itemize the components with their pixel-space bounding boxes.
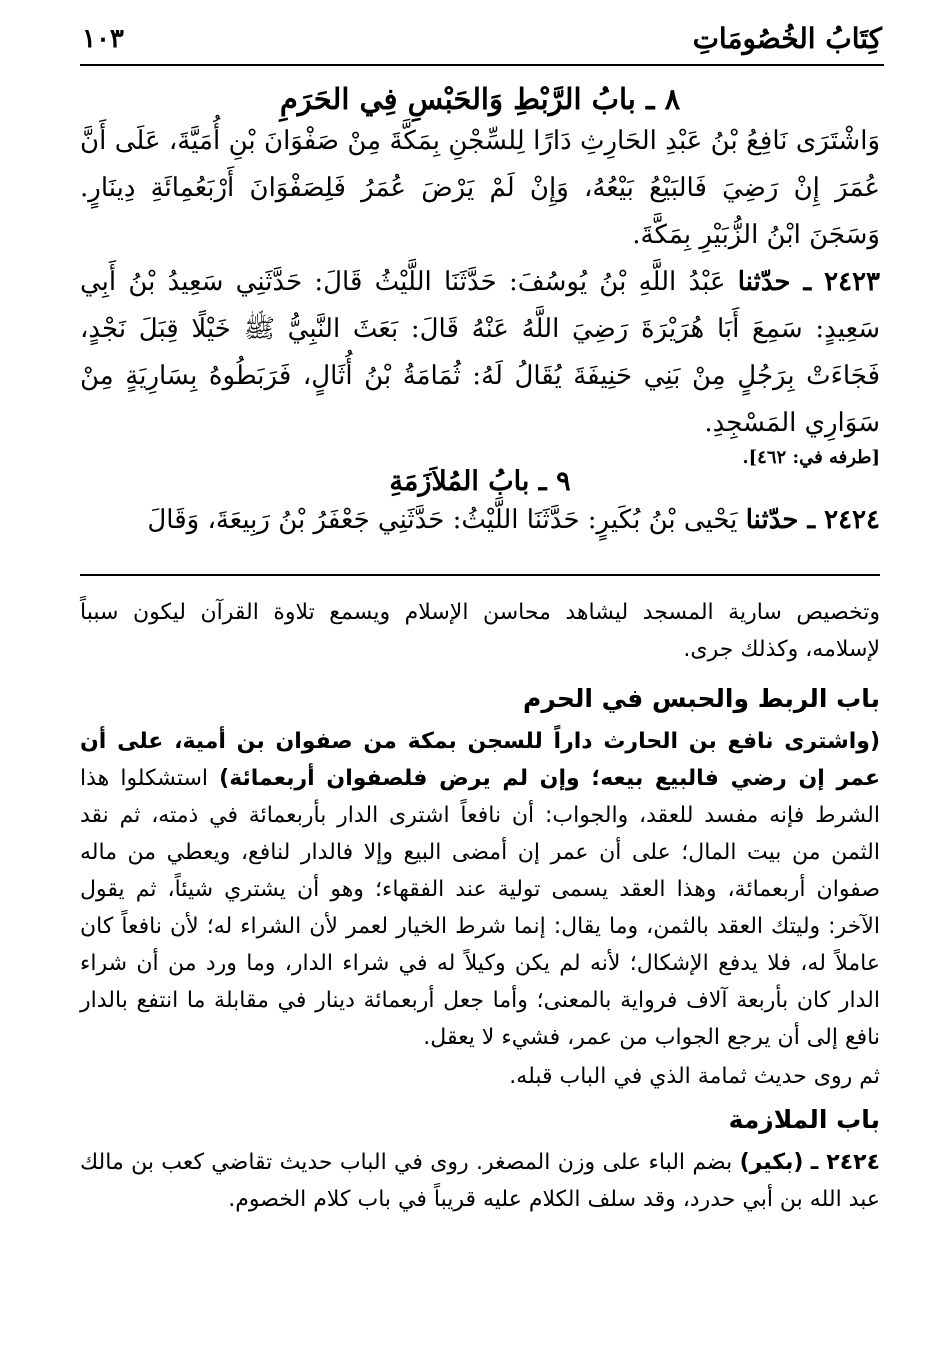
commentary-bukayr: (بكير) (739, 1150, 804, 1175)
section-8-intro: وَاشْتَرَى نَافِعُ بْنُ عَبْدِ الحَارِثِ دَارًا لِلسِّجْنِ بِمَكَّةَ مِنْ صَفْوَانَ بْنِ أُمَيَّةَ، عَلَى أَنَّ عُمَرَ إِنْ رَضِيَ فَالبَيْعُ بَيْعُهُ، وَإِنْ لَمْ يَرْضَ عُمَرُ فَلِصَفْوَانَ أَرْبَعُمِائَةِ دِينَارٍ. وَسَجَنَ ابْنُ الزُّبَيْرِ بِمَكَّةَ. (80, 126, 880, 250)
commentary-hadith-number: ٢٤٢٤ ـ (810, 1150, 880, 1175)
section-9-heading: ٩ ـ بابُ المُلاَزَمَةِ (389, 466, 571, 497)
section-8 (80, 82, 880, 468)
commentary-quote: (واشترى نافع بن الحارث داراً للسجن بمكة من صفوان بن أمية، على أن عمر إن رضي فالبيع بيعه؛ وإن لم يرض فلصفوان أربعمائة) (80, 729, 881, 791)
page-title: كِتَابُ الخُصُومَاتِ (692, 22, 882, 55)
hadith-2423-text: عَبْدُ اللَّهِ بْنُ يُوسُفَ: حَدَّثَنَا اللَّيْثُ قَالَ: حَدَّثَنِي سَعِيدُ بْنُ أَبِي سَعِيدٍ: سَمِعَ أَبَا هُرَيْرَةَ رَضِيَ اللَّهُ عَنْهُ قَالَ: بَعَثَ النَّبِيُّ ﷺ خَيْلًا قِبَلَ نَجْدٍ، فَجَاءَتْ بِرَجُلٍ مِنْ بَنِي حَنِيفَةَ يُقَالُ لَهُ: ثُمَامَةُ بْنُ أُثَالٍ، فَرَبَطُوهُ بِسَارِيَةٍ مِنْ سَوَارِي المَسْجِدِ. (80, 267, 880, 438)
hadith-2424-text: يَحْيى بْنُ بُكَيرٍ: حَدَّثَنَا اللَّيْثُ: حَدَّثَنِي جَعْفَرُ بْنُ رَبِيعَةَ، وَقَالَ (147, 505, 738, 535)
commentary-bukayr-explanation: بضم الباء على وزن المصغر. روى في الباب حديث تقاضي كعب بن مالك عبد الله بن أبي حدرد، وقد سلف الكلام عليه قريباً في باب كلام الخصوم. (80, 1150, 880, 1212)
hadith-2424-number: ٢٤٢٤ ـ حدّثنا (745, 505, 880, 535)
commentary-block (80, 594, 880, 1218)
section-8-heading: ٨ ـ بابُ الرَّبْطِ وَالحَبْسِ فِي الحَرَمِ (279, 82, 681, 116)
commentary-opening: وتخصيص سارية المسجد ليشاهد محاسن الإسلام ويسمع تلاوة القرآن ليكون سبباً لإسلامه، وكذلك جرى. (80, 600, 880, 662)
commentary-divider (80, 574, 880, 576)
commentary-paragraph-1 (80, 723, 880, 1056)
hadith-2423-number: ٢٤٢٣ ـ حدّثنا (737, 267, 881, 297)
commentary-paragraph-3 (80, 1144, 880, 1218)
section-9 (80, 466, 880, 544)
commentary-heading-2: باب الملازمة (728, 1105, 880, 1134)
commentary-paragraph-2: ثم روى حديث ثمامة الذي في الباب قبله. (509, 1064, 880, 1089)
commentary-explanation: استشكلوا هذا الشرط فإنه مفسد للعقد، والجواب: أن نافعاً اشترى الدار بأربعمائة في ذمته، ثم نقد الثمن من بيت المال؛ على أن عمر إن أمضى البيع وإلا فالدار لنافع، ويعطي من ماله صفوان أربعمائة، وهذا العقد يسمى تولية عند الفقهاء؛ وهو أن يشتري شيئاً، ثم يقول الآخر: وليتك العقد بالثمن، وما يقال: إنما شرط الخيار لعمر لأن الشراء له؛ لأن نافعاً كان عاملاً له، فلا يدفع الإشكال؛ لأنه لم يكن وكيلاً له في شراء الدار، وما ورد من أن شراء الدار كان بأربعة آلاف فرواية بالمعنى؛ وأما جعل أربعمائة دينار في مقابلة ما انتفع بالدار نافع إلى أن يرجع الجواب من عمر، فشيء لا يعقل. (80, 766, 880, 1050)
hadith-2423-reference: [طرفه في: ٤٦٢]. (742, 447, 880, 468)
hadith-2424 (80, 497, 880, 544)
commentary-heading-1: باب الربط والحبس في الحرم (523, 684, 880, 713)
header-rule (80, 64, 884, 66)
hadith-2423 (80, 259, 880, 447)
page-number: ١٠٣ (82, 24, 124, 54)
